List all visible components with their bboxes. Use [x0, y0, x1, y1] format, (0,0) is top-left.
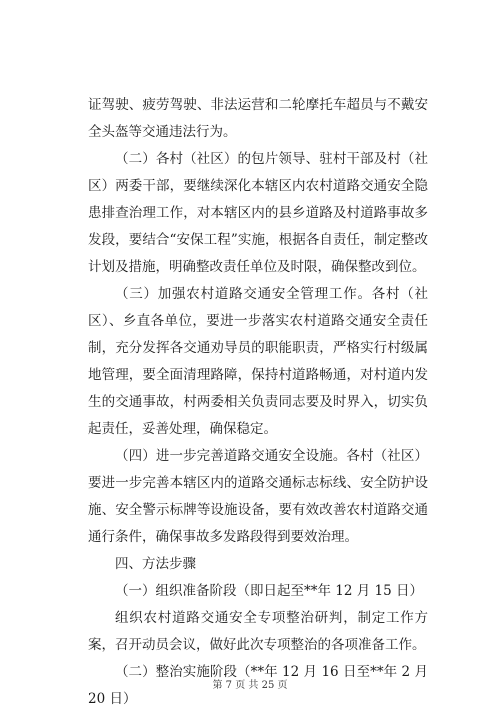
paragraph-item-3: （三）加强农村道路交通安全管理工作。各村（社区）、乡直各单位，要进一步落实农村道路交通安全责任制，充分发挥各交通劝导员的职能职责，严格实行村级属地管理，要全面清理路障，保持村道路畅通，对村道内发生的交通事故，村两委相关负责同志要及时界入，切实负起责任，妥善处理，确保稳定。 [88, 286, 428, 437]
phase-heading-preparation: （一）组织准备阶段（即日起至**年 12 月 15 日） [115, 583, 424, 599]
paragraph-preparation: 组织农村道路交通安全专项整治研判，制定工作方案，召开动员会议，做好此次专项整治的各项准备工作。 [88, 610, 428, 653]
page-number-footer: 第 7 页 共 25 页 [212, 680, 288, 691]
section-heading-methods: 四、方法步骤 [115, 556, 196, 572]
document-body [88, 92, 428, 713]
paragraph-item-2: （二）各村（社区）的包片领导、驻村干部及村（社区）两委干部，要继续深化本辖区内农村道路交通安全隐患排查治理工作，对本辖区内的县乡道路及村道路事故多发段，要结合“安保工程”实施，根据各自责任，制定整改计划及措施，明确整改责任单位及时限，确保整改到位。 [88, 151, 428, 275]
paragraph-item-4: （四）进一步完善道路交通安全设施。各村（社区）要进一步完善本辖区内的道路交通标志标线、安全防护设施、安全警示标牌等设施设备，要有效改善农村道路交通通行条件，确保事故多发路段得到要效治理。 [88, 448, 428, 545]
paragraph-continuation: 证驾驶、疲劳驾驶、非法运营和二轮摩托车超员与不戴安全头盔等交通违法行为。 [88, 97, 428, 140]
phase-heading-implementation: （二）整治实施阶段（**年 12 月 16 日至**年 2 月 20 日） [88, 664, 428, 707]
